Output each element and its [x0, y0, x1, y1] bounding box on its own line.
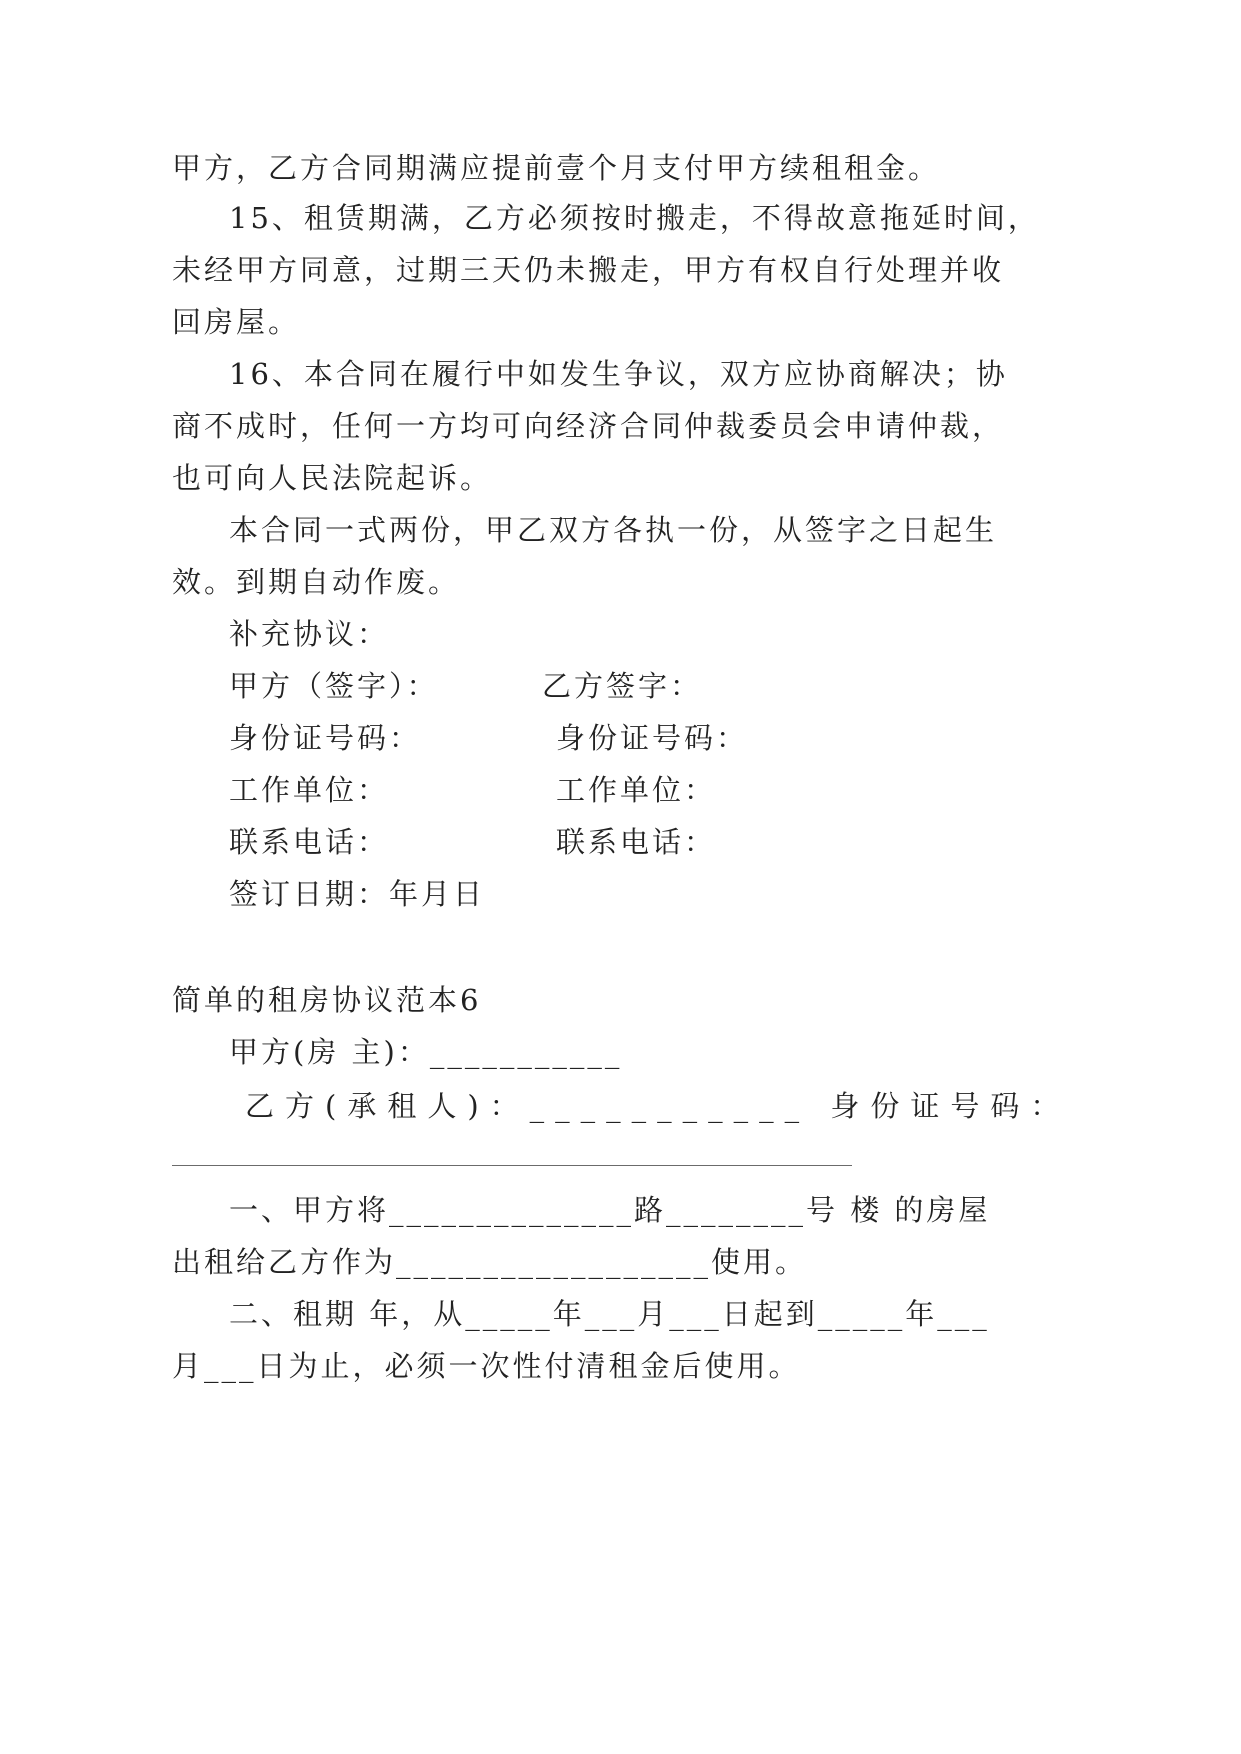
clause-2-line-1: 二、租期 年，从_____年___月___日起到_____年___	[229, 1297, 990, 1331]
clause-15-line-3: 回房屋。	[172, 305, 301, 339]
clause-16-line-3: 也可向人民法院起诉。	[172, 461, 493, 495]
tenant-line: 乙方(承租人)：___________ 身份证号码：	[245, 1089, 1071, 1123]
clause-16-line-2: 商不成时，任何一方均可向经济合同仲裁委员会申请仲裁，	[172, 409, 1005, 443]
clause-1-line-2: 出租给乙方作为__________________使用。	[172, 1245, 808, 1279]
clause-2-line-2: 月___日为止，必须一次性付清租金后使用。	[172, 1349, 801, 1383]
tenant-id-underline	[172, 1165, 852, 1166]
paragraph-line: 甲方，乙方合同期满应提前壹个月支付甲方续租租金。	[172, 151, 941, 185]
party-a-id-label: 身份证号码：	[229, 721, 422, 755]
copies-line-1: 本合同一式两份，甲乙双方各执一份，从签字之日起生	[229, 513, 998, 547]
party-b-id-label: 身份证号码：	[556, 721, 749, 755]
clause-15-line-1: 15、租赁期满，乙方必须按时搬走，不得故意拖延时间，	[229, 201, 1040, 235]
copies-line-2: 效。到期自动作废。	[172, 565, 461, 599]
clause-16-line-1: 16、本合同在履行中如发生争议，双方应协商解决；协	[229, 357, 1008, 391]
party-a-phone-label: 联系电话：	[229, 825, 390, 859]
party-a-sign-label: 甲方（签字）：	[229, 669, 439, 703]
landlord-line: 甲方(房 主)：___________	[229, 1035, 623, 1069]
sign-date-label: 签订日期：年月日	[229, 877, 486, 911]
section-title: 简单的租房协议范本6	[172, 983, 482, 1017]
party-b-phone-label: 联系电话：	[556, 825, 717, 859]
clause-15-line-2: 未经甲方同意，过期三天仍未搬走，甲方有权自行处理并收	[172, 253, 1005, 287]
party-a-work-label: 工作单位：	[229, 773, 390, 807]
clause-1-line-1: 一、甲方将______________路________号 楼 的房屋	[229, 1193, 991, 1227]
supplement-label: 补充协议：	[229, 617, 390, 651]
party-b-work-label: 工作单位：	[556, 773, 717, 807]
party-b-sign-label: 乙方签字：	[542, 669, 703, 703]
